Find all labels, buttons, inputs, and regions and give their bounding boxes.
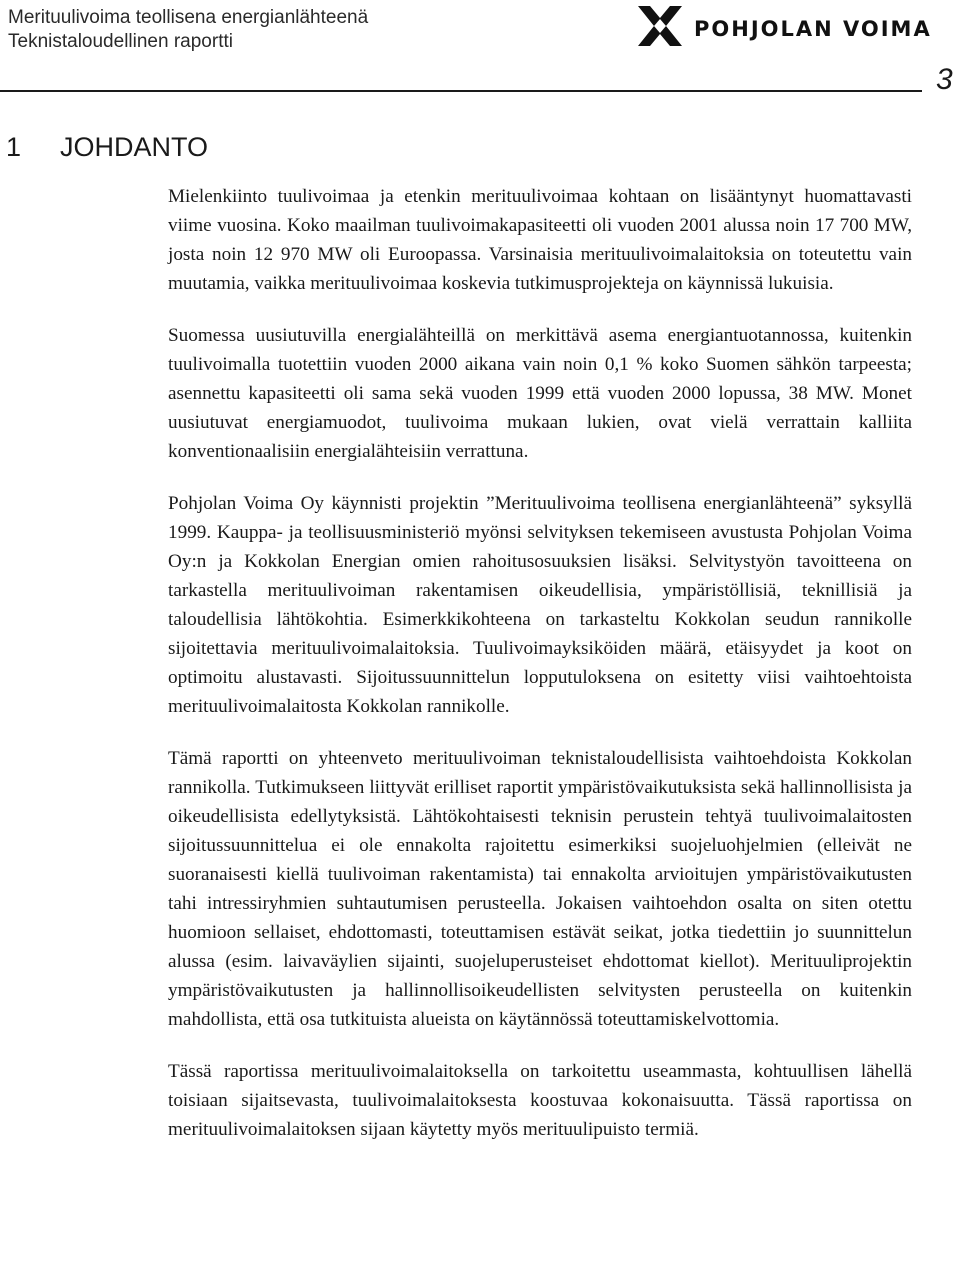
pohjolan-voima-emblem-icon	[636, 4, 684, 50]
header-divider	[0, 90, 922, 92]
page-number: 3	[936, 63, 953, 96]
header-title-line1: Merituulivoima teollisena energianlähteenä	[8, 7, 369, 28]
body-text	[168, 182, 912, 1167]
paragraph: Suomessa uusiutuvilla energialähteillä on merkittävä asema energiantuotannossa, kuitenkin tuulivoimalla tuotettiin vuoden 2000 aikana vain noin 0,1 % koko Suomen sähkön tarpeesta; asennettu kapasiteetti oli sama sekä vuoden 1999 että vuoden 2000 lopussa, 38 MW. Monet uusiutuvat energiamuodot, tuulivoima mukaan lukien, ovat vielä verrattain kalliita konventionaalisiin energialähteisiin verrattuna.	[168, 325, 912, 462]
paragraph: Mielenkiinto tuulivoimaa ja etenkin merituulivoimaa kohtaan on lisääntynyt huomattavasti viime vuosina. Koko maailman tuulivoimakapasiteetti oli vuoden 2001 alussa noin 17 700 MW, josta noin 12 970 MW oli Euroopassa. Varsinaisia merituulivoimalaitoksia on toteutettu vain muutamia, vaikka merituulivoimaa koskevia tutkimusprojekteja on käynnissä lukuisia.	[168, 186, 912, 294]
logo-wordmark: POHJOLAN VOIMA	[694, 17, 932, 41]
paragraph: Pohjolan Voima Oy käynnisti projektin ”Merituulivoima teollisena energianlähteenä” syksyllä 1999. Kauppa- ja teollisuusministeriö myönsi selvityksen tekemiseen avustusta Pohjolan Voima Oy:n ja Kokkolan Energian omien rahoitusosuuksien lisäksi. Selvitystyön tavoitteena on tarkastella merituulivoiman rakentamisen oikeudellisia, ympäristöllisiä, teknillisiä ja taloudellisia lähtökohtia. Esimerkkikohteena on tarkasteltu Kokkolan seudun rannikolle sijoitettavia merituulivoimalaitoksia. Tuulivoimayksiköiden määrä, etäisyydet ja koot on optimoitu alustavasti. Sijoitussuunnittelun lopputuloksena on esitetty viisi vaihtoehtoista merituulivoimalaitosta Kokkolan rannikolle.	[168, 493, 912, 717]
section-title: JOHDANTO	[60, 132, 209, 162]
section-heading	[6, 131, 208, 163]
running-header	[8, 6, 368, 54]
company-logo	[636, 4, 932, 50]
header-title-line2: Teknistaloudellinen raportti	[8, 31, 233, 52]
paragraph: Tämä raportti on yhteenveto merituulivoiman teknistaloudellisista vaihtoehdoista Kokkolan rannikolla. Tutkimukseen liittyvät erilliset raportit ympäristövaikutuksista sekä hallinnollisista ja oikeudellisista edellytyksistä. Lähtökohtaisesti teknisin perustein tehtyä tuulivoimalaitosten sijoitussuunnittelua ei ole ennakolta rajoitettu esimerkiksi suojeluohjelmien (elleivät ne suoranaisesti kiellä tuulivoiman rakentamista) tai ennakolta arvioitujen ympäristövaikutusten tahi intressiryhmien suhtautumisen perusteella. Jokaisen vaihtoehdon osalta on siten otettu huomioon sellaiset, ehdottomasti, toteuttamisen estävät seikat, jotka tiedettiin jo suunnittelun alussa (esim. laivaväylien sijainti, suojeluperusteiset ehdottomat kiellot). Merituuliprojektin ympäristövaikutusten ja hallinnollisoikeudellisten selvitysten perusteella on kuitenkin mahdollista, että osa tutkituista alueista on käytännössä toteuttamiskelvottomia.	[168, 748, 912, 1030]
section-number: 1	[6, 132, 22, 162]
paragraph: Tässä raportissa merituulivoimalaitoksella on tarkoitettu useammasta, kohtuullisen lähellä toisiaan sijaitsevasta, tuulivoimalaitoksesta koostuvaa kokonaisuutta. Tässä raportissa on merituulivoimalaitoksen sijaan käytetty myös merituulipuisto termiä.	[168, 1061, 912, 1140]
